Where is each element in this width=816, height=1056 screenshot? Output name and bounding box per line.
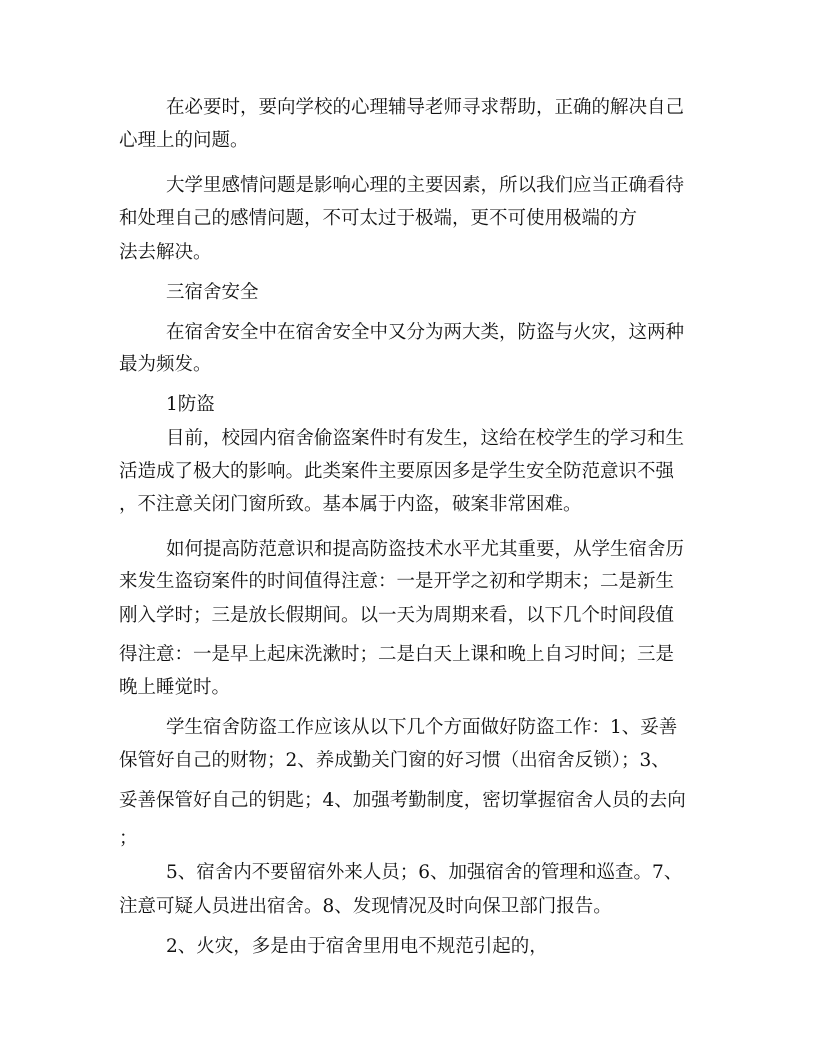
text-line: 心理上的问题。 bbox=[119, 130, 249, 151]
text-line: 法去解决。 bbox=[119, 242, 212, 263]
subsection-heading: 1防盗 bbox=[166, 394, 215, 415]
text-line: 2、火灾，多是由于宿舍里用电不规范引起的， bbox=[166, 936, 548, 957]
text-line: ，不注意关闭门窗所致。基本属于内盗，破案非常困难。 bbox=[119, 494, 582, 515]
text-line: 学生宿舍防盗工作应该从以下几个方面做好防盗工作：1、妥善 bbox=[166, 717, 678, 738]
text-line: 在必要时，要向学校的心理辅导老师寻求帮助，正确的解决自己 bbox=[166, 97, 685, 118]
text-line: 目前，校园内宿舍偷盗案件时有发生，这给在校学生的学习和生 bbox=[166, 428, 685, 449]
text-line: 如何提高防范意识和提高防盗技术水平尤其重要，从学生宿舍历 bbox=[166, 539, 685, 560]
text-line: 刚入学时；三是放长假期间。以一天为周期来看，以下几个时间段值 bbox=[119, 605, 675, 626]
text-line: 晚上睡觉时。 bbox=[119, 677, 231, 698]
text-line: 最为频发。 bbox=[119, 354, 212, 375]
text-line: ； bbox=[119, 828, 138, 849]
text-line: 活造成了极大的影响。此类案件主要原因多是学生安全防范意识不强 bbox=[119, 461, 675, 482]
text-line: 大学里感情问题是影响心理的主要因素，所以我们应当正确看待 bbox=[166, 175, 685, 196]
text-line: 5、宿舍内不要留宿外来人员；6、加强宿舍的管理和巡查。7、 bbox=[166, 862, 683, 883]
text-line: 和处理自己的感情问题，不可太过于极端，更不可使用极端的方 bbox=[119, 208, 638, 229]
text-line: 妥善保管好自己的钥匙；4、加强考勤制度，密切掌握宿舍人员的去向 bbox=[119, 790, 686, 811]
text-line: 保管好自己的财物；2、养成勤关门窗的好习惯（出宿舍反锁）；3、 bbox=[119, 750, 670, 771]
text-line: 在宿舍安全中在宿舍安全中又分为两大类，防盗与火灾，这两种 bbox=[166, 322, 685, 343]
section-heading: 三宿舍安全 bbox=[166, 282, 259, 303]
text-line: 来发生盗窃案件的时间值得注意：一是开学之初和学期末；二是新生 bbox=[119, 571, 675, 592]
text-line: 注意可疑人员进出宿舍。8、发现情况及时向保卫部门报告。 bbox=[119, 896, 612, 917]
text-line: 得注意：一是早上起床洗漱时；二是白天上课和晚上自习时间；三是 bbox=[119, 644, 675, 665]
